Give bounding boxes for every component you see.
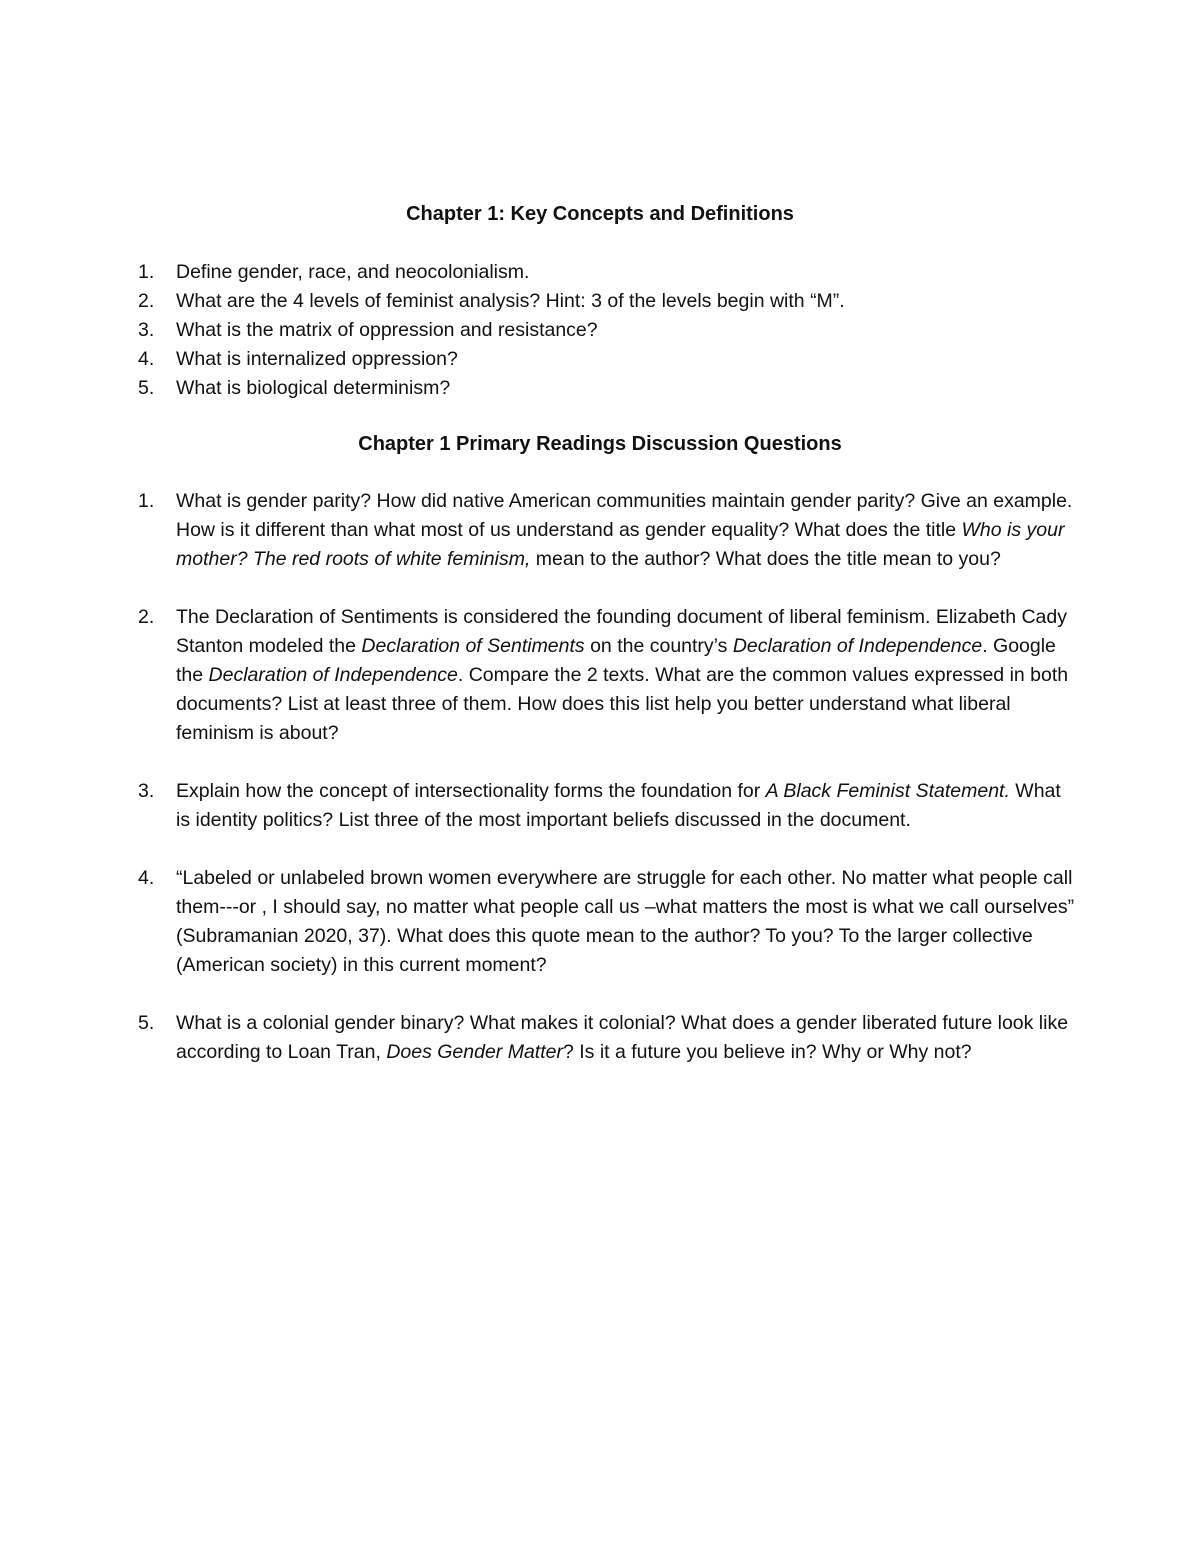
list-item [138, 258, 1078, 287]
item-number: 3. [138, 780, 155, 802]
item-text: What are the 4 levels of feminist analysis? Hint: 3 of the levels begin with “M”. [176, 290, 845, 312]
question-text: What is gender parity? How did native American communities maintain gender parity? Give an example. How is it different than what most of us understand as gender equality? What does the title Who is your mother? The red roots of white feminism, mean to the author? What does the title mean to you? [176, 490, 1073, 570]
title-italic: Does Gender Matter [386, 1041, 563, 1063]
list-item [138, 603, 1078, 748]
title-italic: Declaration of Sentiments [361, 635, 585, 657]
item-number: 1. [138, 490, 155, 512]
item-number: 5. [138, 1012, 155, 1034]
list-item [138, 1009, 1078, 1067]
item-number: 4. [138, 867, 155, 889]
title-italic: Who is your mother? The red roots of white feminism, [176, 519, 1065, 570]
list-item [138, 316, 1078, 345]
item-number: 3. [138, 319, 155, 341]
item-number: 5. [138, 377, 155, 399]
list-item [138, 287, 1078, 316]
list-item [138, 345, 1078, 374]
question-text: The Declaration of Sentiments is considered the founding document of liberal feminism. Elizabeth Cady Stanton modeled the Declaration of Sentiments on the country’s Declaration of Independence. Google the Declaration of Independence. Compare the 2 texts. What are the common values expressed in both documents? List at least three of them. How does this list help you better understand what liberal feminism is about? [176, 606, 1069, 744]
list-item [138, 864, 1078, 980]
question-text: Explain how the concept of intersectionality forms the foundation for A Black Feminist Statement. What is identity politics? List three of the most important beliefs discussed in the document. [176, 780, 1061, 831]
discussion-questions-list [138, 487, 1078, 1067]
item-text: What is the matrix of oppression and resistance? [176, 319, 598, 341]
section-heading-discussion-questions: Chapter 1 Primary Readings Discussion Questions [358, 433, 842, 455]
question-text: What is a colonial gender binary? What makes it colonial? What does a gender liberated future look like according to Loan Tran, Does Gender Matter? Is it a future you believe in? Why or Why not? [176, 1012, 1069, 1063]
item-number: 4. [138, 348, 155, 370]
item-text: Define gender, race, and neocolonialism. [176, 261, 530, 283]
question-text: “Labeled or unlabeled brown women everywhere are struggle for each other. No matter what people call them---or , I should say, no matter what people call us –what matters the most is what we call ourselves” (Subramanian 2020, 37). What does this quote mean to the author? To you? To the larger collective (American society) in this current moment? [176, 867, 1075, 976]
item-text: What is internalized oppression? [176, 348, 458, 370]
list-item [138, 487, 1078, 574]
item-number: 2. [138, 606, 155, 628]
title-italic: Declaration of Independence [208, 664, 458, 686]
key-concepts-list [138, 258, 1078, 403]
item-text: What is biological determinism? [176, 377, 451, 399]
item-number: 2. [138, 290, 155, 312]
section-heading-key-concepts: Chapter 1: Key Concepts and Definitions [406, 203, 794, 225]
list-item [138, 374, 1078, 403]
title-italic: A Black Feminist Statement. [765, 780, 1010, 802]
item-number: 1. [138, 261, 155, 283]
list-item [138, 777, 1078, 835]
title-italic: Declaration of Independence [732, 635, 983, 657]
